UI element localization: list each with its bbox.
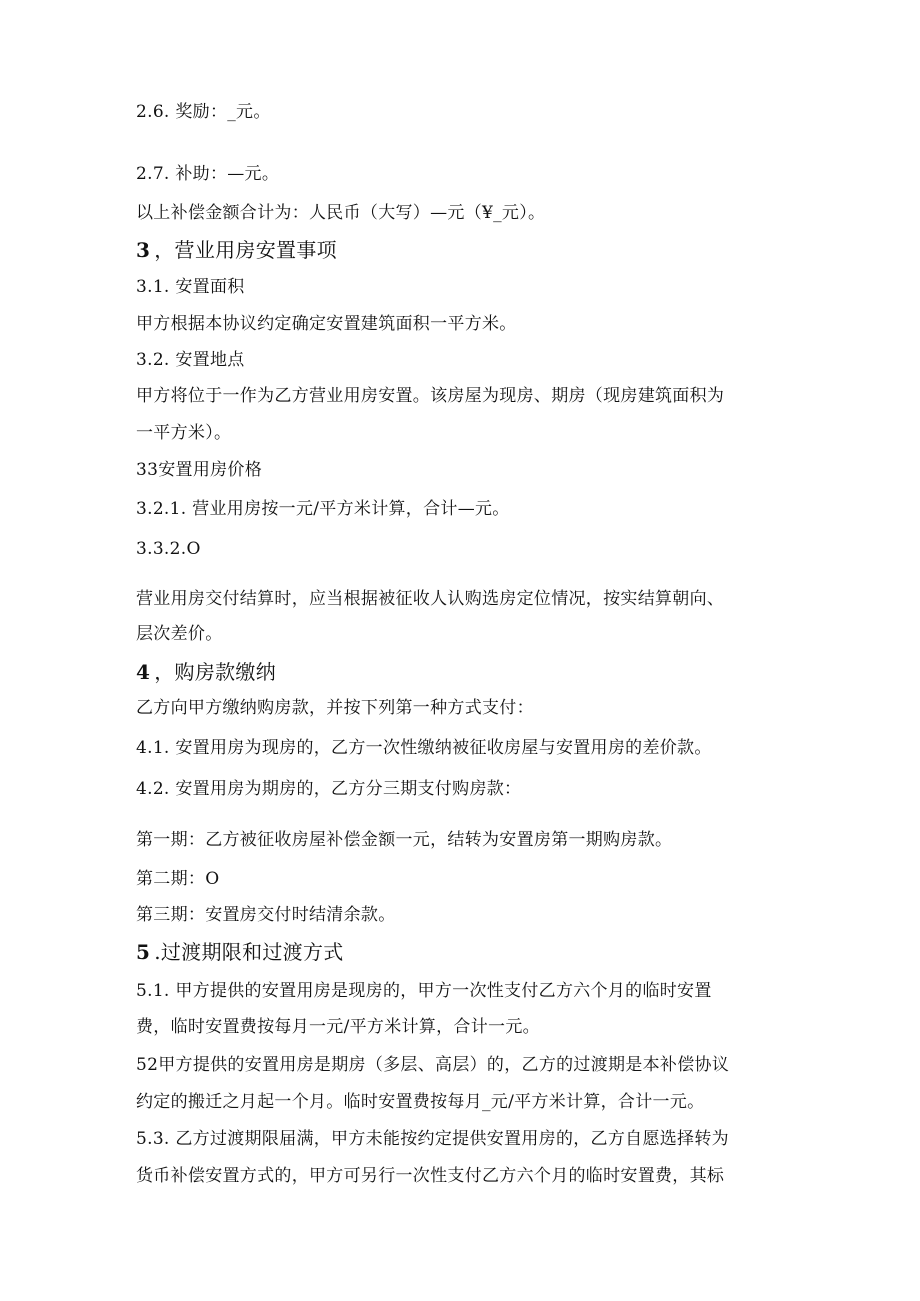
section-title: ，营业用房安置事项 — [154, 238, 337, 262]
paragraph-line: 营业用房交付结算时，应当根据被征收人认购选房定位情况，按实结算朝向、 — [136, 589, 725, 609]
clause-3-1: 3.1. 安置面积 — [136, 277, 245, 297]
payment-phase-2: 第二期：O — [136, 869, 220, 889]
compensation-total: 以上补偿金额合计为：人民币（大写）—元（¥_元）。 — [136, 203, 546, 223]
clause-3-2: 3.2. 安置地点 — [136, 350, 245, 370]
section-5-heading — [136, 939, 776, 965]
clause-4-2: 4.2. 安置用房为期房的，乙方分三期支付购房款： — [136, 779, 522, 799]
paragraph-line: 层次差价。 — [136, 624, 223, 644]
clause-5-3: 5.3. 乙方过渡期限届满，甲方未能按约定提供安置用房的，乙方自愿选择转为 — [136, 1129, 729, 1149]
clause-2-7: 2.7. 补助：—元。 — [136, 164, 280, 184]
paragraph-line: 甲方根据本协议约定确定安置建筑面积一平方米。 — [136, 314, 517, 334]
paragraph-line: 甲方将位于一作为乙方营业用房安置。该房屋为现房、期房（现房建筑面积为 — [136, 386, 725, 406]
paragraph-line: 货币补偿安置方式的，甲方可另行一次性支付乙方六个月的临时安置费，其标 — [136, 1166, 725, 1186]
clause-4-1: 4.1. 安置用房为现房的，乙方一次性缴纳被征收房屋与安置用房的差价款。 — [136, 738, 712, 758]
paragraph-line: 乙方向甲方缴纳购房款，并按下列第一种方式支付： — [136, 698, 534, 718]
clause-2-6: 2.6. 奖励：_元。 — [136, 102, 271, 122]
payment-phase-1: 第一期：乙方被征收房屋补偿金额一元，结转为安置房第一期购房款。 — [136, 830, 673, 850]
clause-5-1: 5.1. 甲方提供的安置用房是现房的，甲方一次性支付乙方六个月的临时安置 — [136, 981, 712, 1001]
paragraph-line: 费，临时安置费按每月一元/平方米计算，合计一元。 — [136, 1017, 540, 1037]
payment-phase-3: 第三期：安置房交付时结清余款。 — [136, 905, 396, 925]
section-title: ，购房款缴纳 — [154, 660, 277, 684]
section-number: 5 — [136, 940, 151, 964]
section-title: .过渡期限和过渡方式 — [154, 940, 344, 964]
paragraph-line: 一平方米）。 — [136, 423, 232, 443]
clause-3-3: 33安置用房价格 — [136, 460, 263, 480]
clause-3-2-1: 3.2.1. 营业用房按一元/平方米计算，合计—元。 — [136, 499, 510, 519]
section-number: 3 — [136, 238, 151, 262]
section-4-heading — [136, 659, 776, 685]
paragraph-line: 约定的搬迁之月起一个月。临时安置费按每月_元/平方米计算，合计一元。 — [136, 1092, 705, 1112]
section-number: 4 — [136, 660, 151, 684]
clause-5-2: 52甲方提供的安置用房是期房（多层、高层）的，乙方的过渡期是本补偿协议 — [136, 1055, 730, 1075]
section-3-heading — [136, 237, 776, 263]
clause-3-3-2: 3.3.2.O — [136, 539, 201, 559]
